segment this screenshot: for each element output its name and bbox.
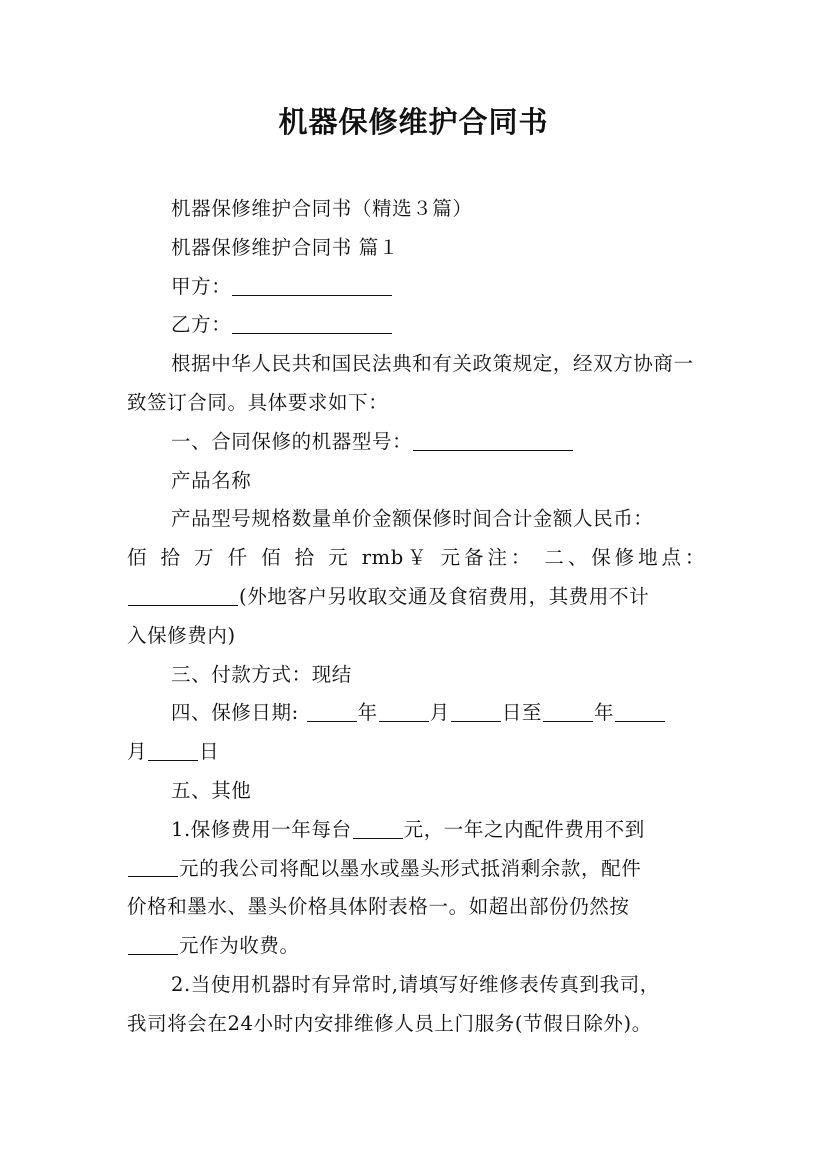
document-body [127,190,705,1044]
product-fields-line: 产品型号规格数量单价金额保修时间合计金额人民币： [171,507,654,531]
excess-fee-blank [128,934,178,955]
location-blank [128,584,238,605]
section-1-line [127,423,705,462]
end-day-blank [148,740,198,761]
location-note-continued: 入保修费内) [127,623,236,647]
item-1-line-1 [127,811,705,850]
section-4-continued [127,733,705,772]
section-1-label: 一、合同保修的机器型号： [171,429,413,453]
day-label: 日 [199,740,220,764]
section-3-line: 三、付款方式：现结 [171,662,352,686]
start-day-blank [451,701,501,722]
end-year-blank [543,701,593,722]
item-1-part-b: 元，一年之内配件费用不到 [403,817,645,841]
party-b-line [127,306,705,345]
currency-fields-line: 佰 拾 万 仟 佰 拾 元 rmb￥ 元备注： 二、保修地点： [127,546,705,570]
location-line [127,578,705,617]
item-1-line-2 [127,850,705,889]
month-label-2: 月 [127,740,148,764]
item-2-line-2: 我司将会在24小时内安排维修人员上门服务(节假日除外)。 [127,1011,652,1035]
annual-fee-blank [353,817,403,838]
party-b-label: 乙方： [171,313,232,337]
section-5-line: 五、其他 [171,778,252,802]
party-a-blank [232,274,392,295]
party-b-blank [232,313,392,334]
section-4-label: 四、保修日期: [171,701,299,725]
item-1-line-4 [127,927,705,966]
location-note: (外地客户另收取交通及食宿费用，其费用不计 [239,584,650,608]
start-month-blank [379,701,429,722]
end-month-blank [615,701,665,722]
start-year-blank [307,701,357,722]
item-1-part-a: 1.保修费用一年每台 [171,817,352,841]
document-title: 机器保修维护合同书 [278,105,549,139]
year-label: 年 [357,701,378,725]
section-4-line [127,694,705,733]
item-2-line-1: 2.当使用机器时有异常时,请填写好维修表传真到我司， [171,972,660,996]
item-1-line-3: 价格和墨水、墨头价格具体附表格一。如超出部份仍然按 [127,895,630,919]
parts-limit-blank [128,856,178,877]
paragraph-intro: 根据中华人民共和国民法典和有关政策规定，经双方协商一致签订合同。具体要求如下： [127,352,694,414]
party-a-line [127,268,705,307]
paragraph-subtitle: 机器保修维护合同书（精选３篇） [171,197,473,220]
month-label: 月 [429,701,450,725]
party-a-label: 甲方： [171,274,232,298]
paragraph-article-heading: 机器保修维护合同书 篇１ [171,235,399,259]
item-1-part-e: 元作为收费。 [179,934,300,958]
machine-model-blank [413,429,573,450]
year-label-2: 年 [594,701,615,725]
day-to-label: 日至 [501,701,543,725]
product-name-line: 产品名称 [171,468,252,492]
item-1-part-c: 元的我公司将配以墨水或墨头形式抵消剩余款，配件 [179,856,642,880]
